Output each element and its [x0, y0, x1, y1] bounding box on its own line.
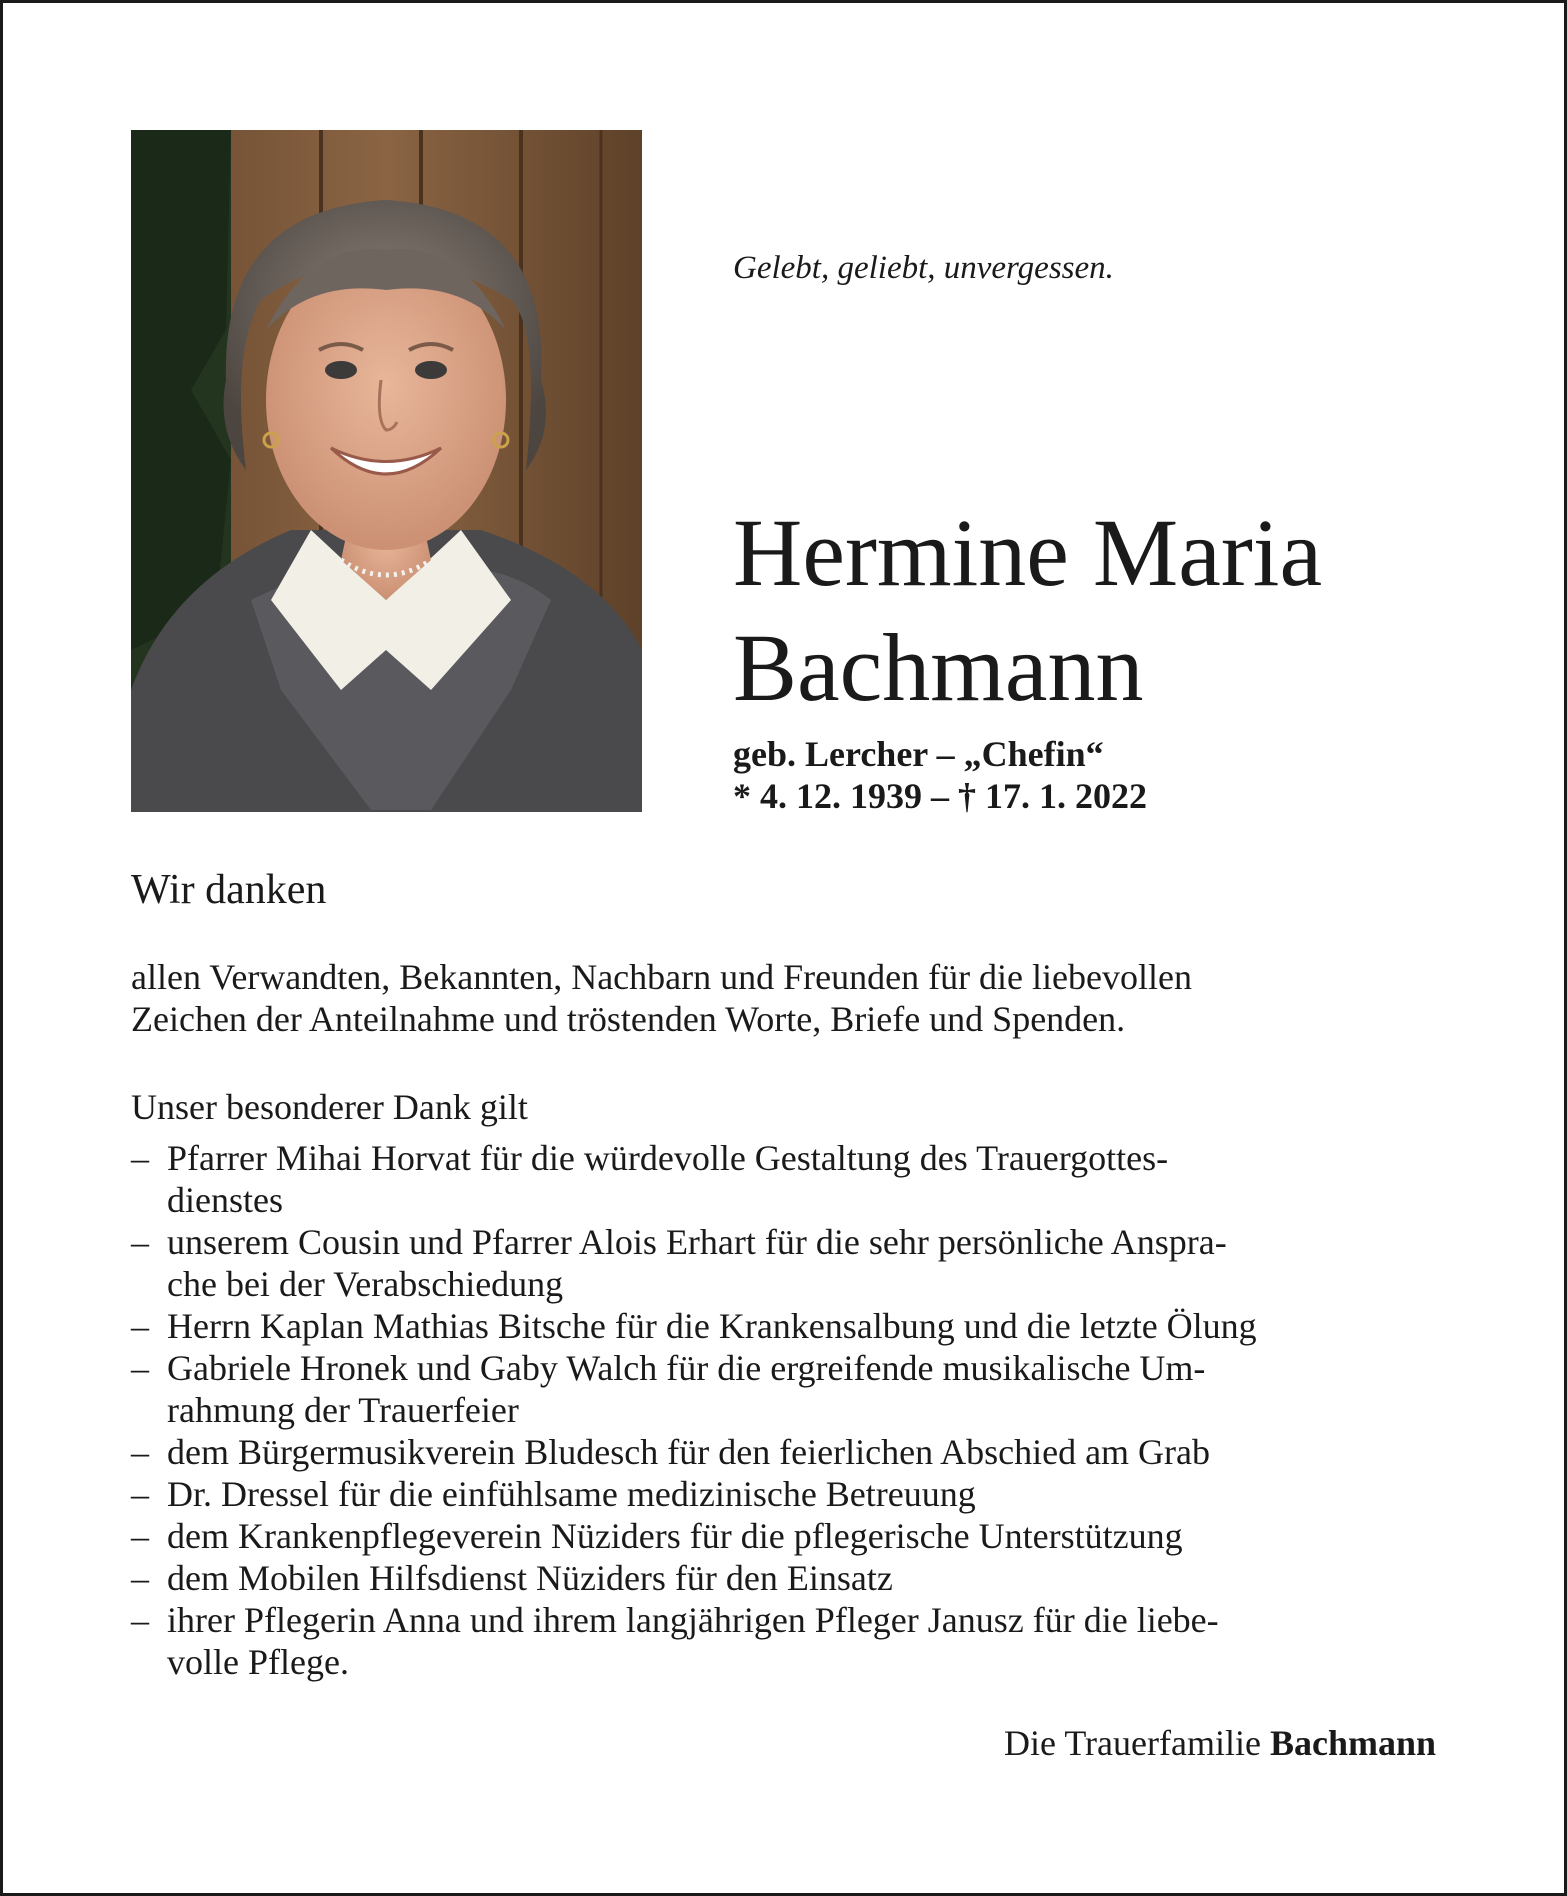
list-item-line: – dem Bürgermusikverein Bludesch für den feierlichen Abschied am Grab: [167, 1432, 1211, 1472]
list-item-line: – Herrn Kaplan Mathias Bitsche für die Krankensalbung und die letzte Ölung: [167, 1306, 1257, 1346]
list-item-line: – Gabriele Hronek und Gaby Walch für die ergreifende musikalische Um-: [167, 1348, 1206, 1388]
list-item: [131, 1137, 1436, 1221]
life-dates: * 4. 12. 1939 – † 17. 1. 2022: [733, 776, 1147, 816]
list-item-line: che bei der Verabschiedung: [167, 1264, 564, 1304]
list-item: [131, 1473, 1436, 1515]
signature-family: Bachmann: [1269, 1723, 1436, 1763]
list-item: [131, 1431, 1436, 1473]
special-thanks-label: Unser besonderer Dank gilt: [131, 1087, 528, 1127]
list-item-line: dienstes: [167, 1180, 283, 1220]
motto: Gelebt, geliebt, unvergessen.: [733, 250, 1114, 286]
birth-details: [733, 733, 1147, 817]
birth-name: geb. Lercher – „Chefin“: [733, 734, 1104, 774]
list-item: [131, 1221, 1436, 1305]
list-item-line: – unserem Cousin und Pfarrer Alois Erhart für die sehr persönliche Anspra-: [167, 1222, 1227, 1262]
list-item: [131, 1557, 1436, 1599]
list-item: [131, 1347, 1436, 1431]
signature-prefix: Die Trauerfamilie: [1004, 1723, 1261, 1763]
thanks-list: [131, 1137, 1436, 1683]
intro-paragraph: [131, 956, 1436, 1040]
list-item-line: – Pfarrer Mihai Horvat für die würdevolle Gestaltung des Trauergottes-: [167, 1138, 1169, 1178]
list-item-line: rahmung der Trauerfeier: [167, 1390, 519, 1430]
list-item-line: – ihrer Pflegerin Anna und ihrem langjährigen Pfleger Janusz für die liebe-: [167, 1600, 1219, 1640]
intro-line: Zeichen der Anteilnahme und tröstenden Worte, Briefe und Spenden.: [131, 999, 1126, 1039]
list-item-line: volle Pflege.: [167, 1642, 349, 1682]
list-item-line: – dem Krankenpflegeverein Nüziders für die pflegerische Unterstützung: [167, 1516, 1183, 1556]
list-item-line: – dem Mobilen Hilfsdienst Nüziders für den Einsatz: [167, 1558, 893, 1598]
deceased-name-line-2: Bachmann: [733, 614, 1144, 721]
list-item-line: – Dr. Dressel für die einfühlsame medizinische Betreuung: [167, 1474, 976, 1514]
thanks-heading: Wir danken: [131, 867, 327, 913]
deceased-name: [733, 495, 1322, 725]
signature: [1004, 1722, 1436, 1764]
portrait-photo: [131, 130, 642, 812]
intro-line: allen Verwandten, Bekannten, Nachbarn und Freunden für die liebevollen: [131, 957, 1192, 997]
deceased-name-line-1: Hermine Maria: [733, 499, 1323, 606]
list-item: [131, 1599, 1436, 1683]
list-item: [131, 1515, 1436, 1557]
list-item: [131, 1305, 1436, 1347]
